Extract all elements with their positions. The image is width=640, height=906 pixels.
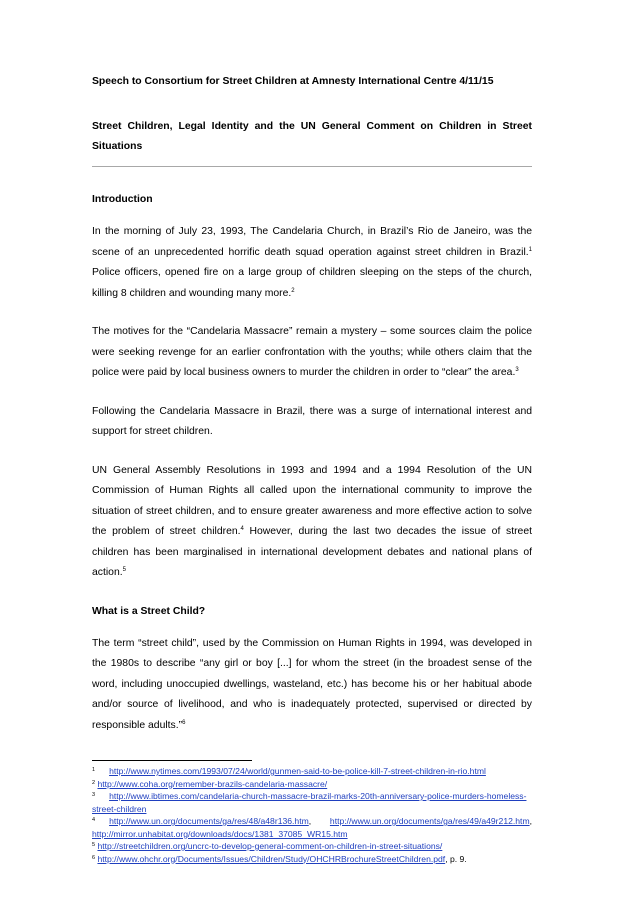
intro-paragraph-4: UN General Assembly Resolutions in 1993 and 1994 and a 1994 Resolution of the UN Commission of Human Rights all called upon the international community to improve the situation of street children, and to ensure greater awareness and more effective action to solve the problem of street children.$^4$ However, during the last two decades the issue of street children has been marginalised in international development debates and national plans of action.$^5$ (92, 464, 532, 578)
speech-title: Speech to Consortium for Street Children at Amnesty International Centre 4/11/15 (92, 76, 494, 87)
footnote-6: $^6$ http://www.ohchr.org/Documents/Issues/Children/Study/OHCHRBrochureStreetChildren.pdf, p. 9. (92, 853, 467, 864)
footnote-4-link-1[interactable]: http://www.un.org/documents/ga/res/48/a48r136.htm (109, 816, 309, 826)
footnote-ref-2[interactable]: 2 (291, 287, 295, 294)
footnote-4: $^4$ http://www.un.org/documents/ga/res/48/a48r136.htm, http://www.un.org/documents/ga/res/49/a49r212.htm, http://mirror.unhabitat.org/downloads/docs/1381_37085_WR15.htm (92, 816, 532, 839)
footnote-1-link[interactable]: http://www.nytimes.com/1993/07/24/world/gunmen-said-to-be-police-kill-7-street-children-in-rio.html (109, 766, 486, 776)
footnote-ref-6[interactable]: 6 (182, 719, 186, 726)
footnote-5: $^5$ http://streetchildren.org/uncrc-to-develop-general-comment-on-children-in-street-situations/ (92, 841, 443, 851)
footnote-ref-3[interactable]: 3 (515, 367, 519, 373)
what-is-street-child-heading: What is a Street Child? (92, 605, 206, 617)
intro-paragraph-3: Following the Candelaria Massacre in Brazil, there was a surge of international interest and support for street children. (92, 405, 532, 437)
footnote-2: $^2$ http://www.coha.org/remember-brazils-candelaria-massacre/ (92, 778, 328, 789)
footnote-ref-4[interactable]: 4 (240, 526, 244, 532)
footnote-ref-5[interactable]: 5 (122, 567, 126, 573)
footnote-4-link-3[interactable]: http://mirror.unhabitat.org/downloads/docs/1381_37085_WR15.htm (92, 828, 348, 839)
footnote-5-link[interactable]: http://streetchildren.org/uncrc-to-develop-general-comment-on-children-in-street-situations/ (97, 841, 443, 851)
document-body (92, 74, 532, 865)
footnote-6-link[interactable]: http://www.ohchr.org/Documents/Issues/Children/Study/OHCHRBrochureStreetChildren.pdf (97, 853, 446, 864)
footnote-ref-1[interactable]: 1 (528, 246, 532, 253)
footnote-3: $^3$ http://www.ibtimes.com/candelaria-church-massacre-brazil-marks-20th-anniversary-police-murders-homeless-street-children (92, 791, 527, 814)
intro-paragraph-1: In the morning of July 23, 1993, The Candelaria Church, in Brazil’s Rio de Janeiro, was the scene of an unprecedented horrific death squad operation against street children in Brazil.$^1$ Police officers, opened fire on a large group of children sleeping on the steps of the church, killing 8 children and wounding many more.$^2$ (92, 226, 532, 299)
definition-paragraph: The term “street child”, used by the Commission on Human Rights in 1994, was developed in the 1980s to describe “any girl or boy [...] for whom the street (in the broadest sense of the word, including unoccupied dwellings, wasteland, etc.) has become his or her habitual abode and/or source of livelihood, and who is inadequately protected, supervised or directed by responsible adults.”$^6$ (92, 637, 532, 731)
footnote-separator (92, 760, 252, 761)
introduction-heading: Introduction (92, 194, 153, 205)
footnote-1: $^1$ http://www.nytimes.com/1993/07/24/world/gunmen-said-to-be-police-kill-7-street-children-in-rio.html (92, 766, 486, 776)
footnote-4-link-2[interactable]: http://www.un.org/documents/ga/res/49/a49r212.htm (329, 816, 530, 826)
footnote-3-link[interactable]: http://www.ibtimes.com/candelaria-church-massacre-brazil-marks-20th-anniversary-police-murders-homeless-street-children (92, 791, 527, 814)
document-subtitle: Street Children, Legal Identity and the UN General Comment on Children in Street Situations (92, 121, 532, 152)
footnotes (92, 765, 532, 865)
title-divider (92, 166, 532, 167)
intro-paragraph-2: The motives for the “Candelaria Massacre” remain a mystery – some sources claim the police were seeking revenge for an earlier confrontation with the youths; while others claim that the police were paid by local business owners to murder the children in order to “clear” the area.$^3$ (92, 326, 532, 378)
footnote-2-link[interactable]: http://www.coha.org/remember-brazils-candelaria-massacre/ (97, 778, 328, 789)
